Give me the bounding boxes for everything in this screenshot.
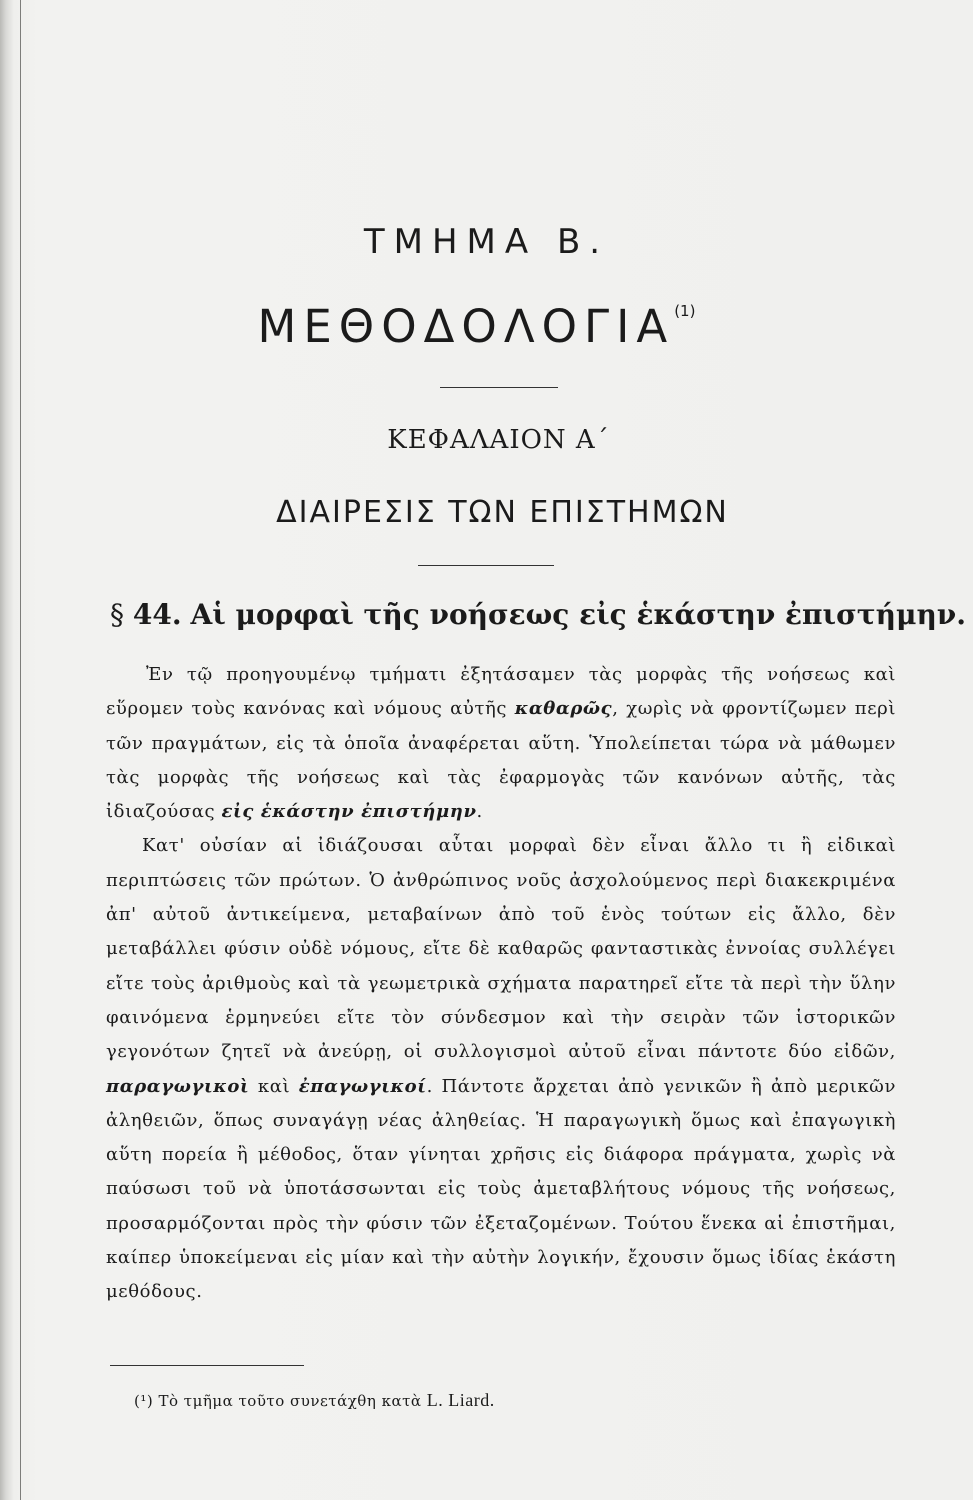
paragraph-1: [106, 658, 896, 829]
section-symbol: §: [110, 598, 124, 631]
footnote-author: L. Liard.: [426, 1390, 495, 1410]
p1-text-e: .: [476, 801, 483, 823]
footnote-mark: (¹): [134, 1392, 154, 1410]
p2-text-a: Κατ' οὐσίαν αἱ ἰδιάζουσαι αὗται μορφαὶ δὲν εἶναι ἄλλο τι ἢ εἰδικαὶ περιπτώσεις τῶν πρώτων. Ὁ ἀνθρώπινος νοῦς ἀσχολούμενος περὶ διακεκριμένα ἀπ' αὐτοῦ ἀντικείμενα, μεταβαίνων ἀπὸ τοῦ ἑνὸς τούτων εἰς ἄλλο, δὲν μεταβάλλει φύσιν οὐδὲ νόμους, εἴτε δὲ καθαρῶς φανταστικὰς ἐννοίας συλλέγει εἴτε τοὺς ἀριθμοὺς καὶ τὰ γεωμετρικὰ σχήματα παρατηρεῖ εἴτε τὰ περὶ τὴν ὕλην φαινόμενα ἑρμηνεύει εἴτε τὸν σύνδεσμον καὶ τὴν σειρὰν τῶν ἱστορικῶν γεγονότων ζητεῖ νὰ ἀνεύρῃ, οἱ συλλογισμοὶ αὐτοῦ εἶναι πάντοτε δύο εἰδῶν,: [106, 835, 896, 1063]
p2-text-c: καὶ: [257, 1075, 291, 1097]
p1-text-a: Ἐν τῷ προηγουμένῳ τμήματι ἐξητάσαμεν τὰς μορφὰς τῆς νοήσεως καὶ εὕρομεν τοὺς κανόνας καὶ νόμους αὐτῆς: [106, 664, 896, 720]
p1-text-c: , χωρὶς νὰ φροντίζωμεν περὶ τῶν πραγμάτων, εἰς τὰ ὁποῖα ἀναφέρεται αὕτη. Ὑπολείπεται τώρα νὰ μάθωμεν τὰς μορφὰς τῆς νοήσεως καὶ τὰς ἐφαρμογὰς τῶν κανόνων αὐτῆς, τὰς ἰδιαζούσας: [106, 698, 896, 823]
chapter-divider: [418, 565, 554, 566]
chapter-title: ΔΙΑΙΡΕΣΙΣ ΤΩΝ ΕΠΙΣΤΗΜΩΝ: [276, 495, 729, 530]
page-title: [0, 300, 963, 353]
footnote-divider: [110, 1365, 304, 1366]
part-heading: ΤΜΗΜΑ Β.: [363, 222, 610, 262]
p1-emphasis-kathoros: καθαρῶς: [514, 698, 613, 720]
chapter-heading: ΚΕΦΑΛΑΙΟΝ Α΄: [387, 425, 610, 455]
section-number: 44.: [132, 598, 182, 631]
body-text: [106, 658, 896, 1310]
footnote-text: Τὸ τμῆμα τοῦτο συνετάχθη κατὰ: [158, 1392, 422, 1410]
p2-emphasis-deductive: παραγωγικοὶ: [106, 1075, 250, 1097]
footnote: [134, 1390, 834, 1411]
p1-emphasis-each-science: εἰς ἑκάστην ἐπιστήμην: [221, 801, 477, 823]
title-footnote-mark: (1): [674, 302, 696, 320]
title-divider: [440, 387, 558, 388]
section-title: Αἱ μορφαὶ τῆς νοήσεως εἰς ἑκάστην ἐπιστήμην.: [190, 598, 966, 631]
page-title-text: ΜΕΘΟΔΟΛΟΓΙΑ: [257, 300, 675, 353]
p2-emphasis-inductive: ἐπαγωγικοί: [298, 1075, 427, 1097]
section-heading: [110, 598, 966, 631]
paragraph-2: [106, 829, 896, 1309]
p2-text-e: . Πάντοτε ἄρχεται ἀπὸ γενικῶν ἢ ἀπὸ μερικῶν ἀληθειῶν, ὅπως συναγάγῃ νέας ἀληθείας. Ἡ παραγωγικὴ ὅμως καὶ ἐπαγωγικὴ αὕτη πορεία ἢ μέθοδος, ὅταν γίνηται χρῆσις εἰς διάφορα πράγματα, χωρὶς νὰ παύσωσι τοῦ νὰ ὑποτάσσωνται εἰς τοὺς ἀμεταβλήτους νόμους τῆς νοήσεως, προσαρμόζονται πρὸς τὴν φύσιν τῶν ἐξεταζομένων. Τούτου ἕνεκα αἱ ἐπιστῆμαι, καίπερ ὑποκείμεναι εἰς μίαν καὶ τὴν αὐτὴν λογικήν, ἔχουσιν ὅμως ἰδίας ἑκάστη μεθόδους.: [106, 1075, 896, 1303]
